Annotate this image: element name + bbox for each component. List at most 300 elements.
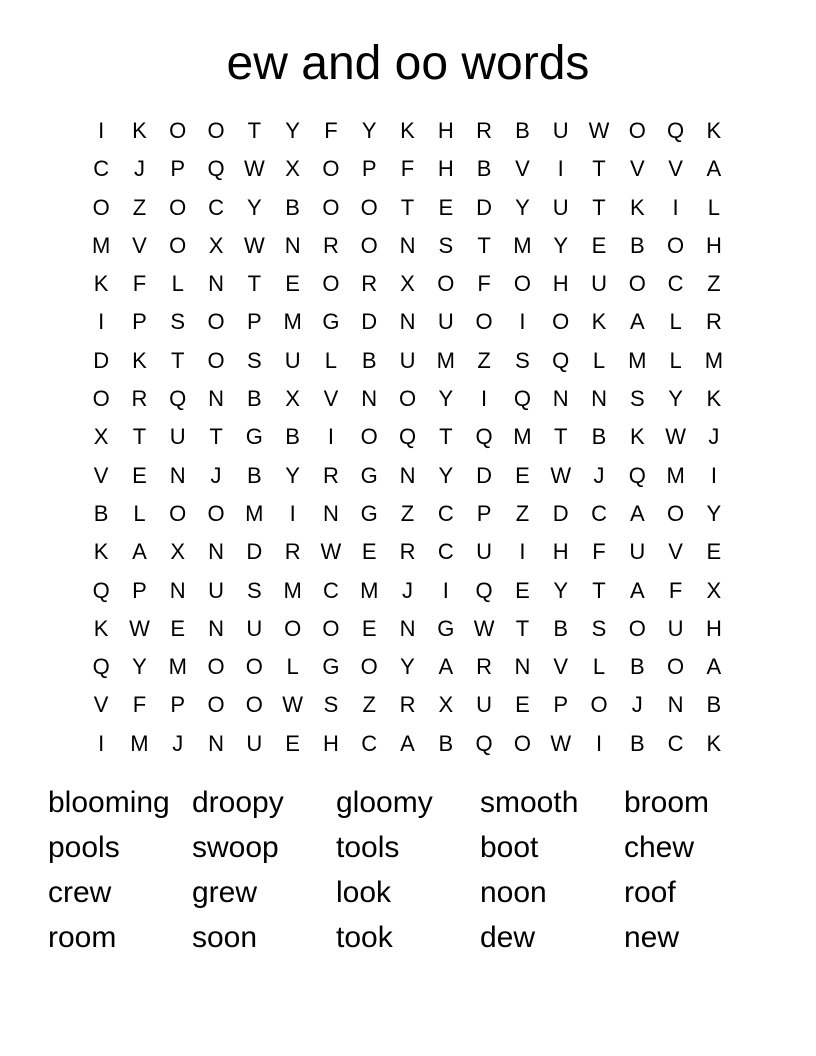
grid-letter: L bbox=[592, 347, 606, 373]
grid-letter: L bbox=[592, 654, 606, 680]
grid-letter: Y bbox=[132, 654, 147, 680]
grid-letter: O bbox=[437, 271, 455, 297]
grid-letter: K bbox=[629, 194, 645, 220]
word-list-item: room bbox=[48, 921, 117, 954]
grid-letter: M bbox=[91, 232, 111, 258]
grid-letter: K bbox=[132, 118, 147, 143]
grid-letter: G bbox=[360, 500, 378, 526]
grid-letter: O bbox=[245, 692, 263, 718]
grid-letter: Q bbox=[475, 730, 493, 756]
grid-letter: U bbox=[399, 347, 416, 373]
grid-row bbox=[82, 686, 733, 724]
grid-letter: S bbox=[591, 615, 607, 641]
grid-letter: H bbox=[705, 232, 722, 258]
grid-letter: Q bbox=[475, 577, 493, 603]
grid-letter: O bbox=[169, 118, 187, 143]
grid-letter: O bbox=[207, 500, 225, 526]
word-list-row bbox=[48, 780, 768, 825]
grid-letter: A bbox=[706, 654, 722, 680]
grid-letter: R bbox=[322, 462, 339, 488]
grid-letter: O bbox=[513, 271, 531, 297]
grid-letter: K bbox=[706, 386, 722, 412]
grid-letter: C bbox=[591, 500, 607, 526]
word-list-item: chew bbox=[624, 831, 695, 864]
grid-letter: G bbox=[437, 615, 455, 641]
grid-letter: E bbox=[361, 539, 377, 565]
grid-letter: N bbox=[322, 500, 339, 526]
grid-letter: M bbox=[283, 577, 302, 603]
grid-letter: X bbox=[208, 232, 224, 258]
grid-letter: O bbox=[284, 615, 302, 641]
grid-letter: T bbox=[209, 424, 223, 450]
grid-letter: C bbox=[667, 271, 684, 297]
grid-letter: P bbox=[170, 692, 186, 718]
grid-letter: N bbox=[591, 386, 607, 412]
grid-letter: W bbox=[243, 232, 265, 258]
grid-letter: U bbox=[208, 577, 224, 603]
grid-letter: I bbox=[557, 156, 564, 182]
grid-letter: A bbox=[629, 577, 645, 603]
grid-letter: F bbox=[400, 156, 415, 182]
grid-letter: T bbox=[477, 232, 491, 258]
grid-letter: Q bbox=[475, 424, 493, 450]
grid-letter: U bbox=[552, 118, 569, 143]
grid-letter: K bbox=[400, 118, 415, 143]
grid-letter: P bbox=[246, 309, 262, 335]
grid-letter: L bbox=[133, 500, 146, 526]
grid-letter: R bbox=[284, 539, 301, 565]
grid-letter: Y bbox=[285, 462, 300, 488]
grid-letter: W bbox=[129, 615, 150, 641]
grid-letter: T bbox=[592, 194, 606, 220]
word-list-item: boot bbox=[480, 831, 539, 864]
grid-letter: B bbox=[438, 730, 454, 756]
grid-letter: H bbox=[437, 156, 454, 182]
grid-letter: C bbox=[93, 156, 110, 182]
grid-letter: H bbox=[437, 118, 454, 143]
page-title: ew and oo words bbox=[226, 37, 590, 90]
grid-letter: M bbox=[436, 347, 455, 373]
grid-letter: N bbox=[208, 615, 224, 641]
grid-letter: T bbox=[132, 424, 147, 450]
grid-letter: M bbox=[245, 500, 264, 526]
grid-letter: Y bbox=[553, 232, 569, 258]
word-list-item: smooth bbox=[480, 786, 579, 819]
grid-row bbox=[82, 189, 733, 227]
grid-letter: T bbox=[439, 424, 453, 450]
grid-letter: Q bbox=[552, 347, 570, 373]
grid-letter: T bbox=[553, 424, 568, 450]
grid-letter: L bbox=[669, 347, 682, 373]
grid-letter: X bbox=[285, 386, 300, 412]
grid-letter: A bbox=[132, 539, 147, 565]
grid-letter: H bbox=[552, 271, 569, 297]
grid-letter: O bbox=[322, 194, 340, 220]
grid-letter: U bbox=[552, 194, 569, 220]
grid-letter: F bbox=[324, 118, 338, 143]
grid-letter: Q bbox=[169, 386, 187, 412]
grid-letter: M bbox=[513, 424, 532, 450]
grid-letter: N bbox=[552, 386, 569, 412]
grid-letter: E bbox=[591, 232, 607, 258]
grid-letter: V bbox=[668, 156, 683, 182]
word-list-item: took bbox=[336, 921, 393, 954]
grid-letter: I bbox=[327, 424, 334, 450]
grid-letter: N bbox=[208, 271, 224, 297]
grid-letter: I bbox=[98, 309, 105, 335]
grid-letter: O bbox=[207, 347, 225, 373]
grid-letter: E bbox=[361, 615, 377, 641]
grid-letter: Y bbox=[246, 194, 262, 220]
grid-letter: N bbox=[399, 309, 416, 335]
grid-letter: D bbox=[246, 539, 263, 565]
grid-letter: N bbox=[399, 615, 416, 641]
grid-letter: R bbox=[476, 118, 493, 143]
grid-letter: M bbox=[130, 730, 149, 756]
grid-row bbox=[82, 418, 733, 456]
grid-letter: M bbox=[513, 232, 532, 258]
grid-letter: I bbox=[672, 194, 679, 220]
grid-letter: U bbox=[437, 309, 454, 335]
grid-letter: V bbox=[323, 386, 339, 412]
grid-letter: T bbox=[592, 577, 606, 603]
grid-letter: M bbox=[704, 347, 724, 373]
grid-row bbox=[82, 457, 733, 495]
grid-letter: L bbox=[669, 309, 682, 335]
grid-letter: Q bbox=[513, 386, 531, 412]
grid-letter: O bbox=[513, 730, 531, 756]
grid-letter: O bbox=[92, 194, 110, 220]
grid-letter: O bbox=[475, 309, 493, 335]
grid-letter: T bbox=[592, 156, 606, 182]
grid-letter: O bbox=[628, 271, 646, 297]
grid-letter: O bbox=[245, 654, 263, 680]
word-list-item: pools bbox=[48, 831, 120, 864]
grid-letter: W bbox=[588, 118, 610, 143]
grid-letter: T bbox=[247, 271, 262, 297]
grid-letter: V bbox=[553, 654, 569, 680]
grid-letter: E bbox=[285, 730, 300, 756]
grid-letter: X bbox=[438, 692, 454, 718]
grid-letter: W bbox=[282, 692, 304, 718]
grid-letter: D bbox=[93, 347, 110, 373]
grid-letter: S bbox=[246, 577, 262, 603]
word-list-row bbox=[48, 915, 768, 960]
grid-letter: O bbox=[628, 118, 646, 143]
grid-letter: J bbox=[593, 462, 605, 488]
grid-row bbox=[82, 495, 733, 533]
grid-letter: E bbox=[515, 577, 530, 603]
grid-letter: C bbox=[437, 539, 454, 565]
grid-letter: X bbox=[400, 271, 415, 297]
grid-letter: W bbox=[243, 156, 265, 182]
grid-letter: H bbox=[705, 615, 722, 641]
grid-letter: I bbox=[595, 730, 603, 756]
grid-letter: M bbox=[283, 309, 302, 335]
grid-letter: Y bbox=[400, 654, 415, 680]
grid-letter: C bbox=[667, 730, 684, 756]
grid-letter: D bbox=[361, 309, 378, 335]
grid-letter: O bbox=[628, 615, 646, 641]
grid-letter: O bbox=[92, 386, 110, 412]
word-list-item: droopy bbox=[192, 786, 284, 819]
grid-letter: L bbox=[324, 347, 338, 373]
grid-letter: B bbox=[706, 692, 722, 718]
grid-letter: N bbox=[169, 577, 186, 603]
grid-letter: N bbox=[169, 462, 186, 488]
grid-letter: I bbox=[519, 539, 526, 565]
grid-letter: J bbox=[210, 462, 222, 488]
grid-letter: I bbox=[98, 118, 105, 143]
grid-letter: A bbox=[438, 654, 454, 680]
word-list-row bbox=[48, 870, 768, 915]
grid-letter: V bbox=[668, 539, 683, 565]
grid-letter: N bbox=[361, 386, 378, 412]
grid-letter: Q bbox=[398, 424, 417, 450]
grid-letter: K bbox=[93, 615, 109, 641]
word-list bbox=[48, 780, 768, 960]
grid-letter: N bbox=[208, 539, 224, 565]
word-list-item: blooming bbox=[48, 786, 170, 819]
grid-letter: O bbox=[207, 654, 225, 680]
grid-letter: X bbox=[285, 156, 300, 182]
grid-letter: R bbox=[322, 232, 339, 258]
grid-letter: Z bbox=[707, 271, 721, 297]
grid-row bbox=[82, 533, 733, 571]
word-list-item: broom bbox=[624, 786, 710, 819]
grid-letter: S bbox=[438, 232, 454, 258]
grid-letter: G bbox=[245, 424, 263, 450]
grid-letter: O bbox=[360, 424, 378, 450]
grid-letter: U bbox=[169, 424, 186, 450]
grid-letter: O bbox=[322, 156, 340, 182]
grid-letter: S bbox=[515, 347, 530, 373]
grid-letter: F bbox=[668, 577, 683, 603]
word-list-item: crew bbox=[48, 876, 112, 909]
grid-letter: R bbox=[399, 692, 416, 718]
grid-letter: B bbox=[629, 654, 645, 680]
grid-row bbox=[82, 265, 733, 303]
grid-letter: D bbox=[552, 500, 569, 526]
grid-letter: O bbox=[667, 654, 685, 680]
grid-letter: B bbox=[629, 730, 645, 756]
grid-letter: C bbox=[361, 730, 378, 756]
grid-letter: Y bbox=[706, 500, 722, 526]
grid-letter: Y bbox=[668, 386, 683, 412]
grid-letter: A bbox=[706, 156, 722, 182]
grid-letter: J bbox=[172, 730, 184, 756]
grid-letter: O bbox=[552, 309, 570, 335]
grid-letter: B bbox=[553, 615, 569, 641]
grid-letter: U bbox=[246, 730, 263, 756]
grid-letter: V bbox=[93, 692, 109, 718]
grid-letter: A bbox=[400, 730, 415, 756]
grid-letter: N bbox=[514, 654, 531, 680]
word-list-item: dew bbox=[480, 921, 536, 954]
grid-letter: I bbox=[481, 386, 488, 412]
grid-letter: P bbox=[553, 692, 569, 718]
word-list-item: soon bbox=[192, 921, 258, 954]
grid-letter: U bbox=[667, 615, 684, 641]
grid-letter: V bbox=[629, 156, 645, 182]
grid-letter: E bbox=[285, 271, 300, 297]
grid-letter: U bbox=[476, 539, 493, 565]
grid-letter: F bbox=[477, 271, 491, 297]
grid-letter: G bbox=[322, 654, 340, 680]
grid-letter: V bbox=[93, 462, 109, 488]
grid-letter: F bbox=[132, 692, 147, 718]
grid-letter: T bbox=[247, 118, 262, 143]
grid-letter: Q bbox=[92, 577, 110, 603]
grid-letter: O bbox=[667, 232, 685, 258]
grid-letter: K bbox=[591, 309, 607, 335]
grid-row bbox=[82, 112, 733, 150]
grid-letter: O bbox=[667, 500, 685, 526]
grid-letter: B bbox=[476, 156, 492, 182]
grid-letter: O bbox=[360, 232, 378, 258]
grid-letter: Y bbox=[438, 386, 454, 412]
grid-letter: X bbox=[93, 424, 109, 450]
grid-letter: N bbox=[208, 730, 224, 756]
grid-letter: Z bbox=[362, 692, 376, 718]
grid-letter: B bbox=[515, 118, 530, 143]
grid-letter: O bbox=[169, 500, 187, 526]
grid-letter: R bbox=[361, 271, 378, 297]
grid-letter: J bbox=[631, 692, 643, 718]
grid-letter: R bbox=[705, 309, 722, 335]
grid-letter: B bbox=[246, 462, 262, 488]
grid-letter: T bbox=[400, 194, 415, 220]
grid-letter: V bbox=[132, 232, 147, 258]
grid-letter: B bbox=[285, 424, 300, 450]
grid-letter: T bbox=[171, 347, 185, 373]
grid-letter: K bbox=[629, 424, 645, 450]
word-list-item: grew bbox=[192, 876, 258, 909]
grid-letter: Q bbox=[628, 462, 646, 488]
grid-letter: N bbox=[284, 232, 301, 258]
grid-letter: K bbox=[93, 539, 109, 565]
word-list-item: gloomy bbox=[336, 786, 433, 819]
grid-letter: Z bbox=[515, 500, 530, 526]
grid-letter: E bbox=[515, 692, 530, 718]
grid-letter: A bbox=[629, 309, 645, 335]
grid-letter: J bbox=[708, 424, 720, 450]
word-list-item: roof bbox=[624, 876, 676, 909]
grid-letter: C bbox=[437, 500, 454, 526]
grid-letter: O bbox=[169, 232, 187, 258]
grid-letter: S bbox=[170, 309, 186, 335]
grid-letter: B bbox=[246, 386, 262, 412]
grid-letter: I bbox=[710, 462, 717, 488]
grid-letter: L bbox=[171, 271, 184, 297]
grid-letter: U bbox=[284, 347, 301, 373]
grid-letter: B bbox=[93, 500, 109, 526]
grid-letter: F bbox=[592, 539, 606, 565]
grid-letter: U bbox=[629, 539, 646, 565]
grid-letter: A bbox=[629, 500, 645, 526]
grid-letter: J bbox=[402, 577, 414, 603]
grid-letter: H bbox=[552, 539, 569, 565]
grid-row bbox=[82, 342, 733, 380]
grid-letter: O bbox=[207, 309, 225, 335]
grid-letter: I bbox=[442, 577, 449, 603]
grid-letter: O bbox=[360, 654, 378, 680]
word-list-item: tools bbox=[336, 831, 400, 864]
grid-letter: L bbox=[286, 654, 299, 680]
grid-letter: I bbox=[289, 500, 296, 526]
grid-letter: O bbox=[360, 194, 378, 220]
grid-letter: Q bbox=[667, 118, 685, 143]
grid-letter: E bbox=[438, 194, 454, 220]
grid-letter: K bbox=[93, 271, 109, 297]
grid-letter: G bbox=[322, 309, 340, 335]
grid-letter: M bbox=[168, 654, 187, 680]
grid-letter: O bbox=[322, 271, 340, 297]
grid-letter: G bbox=[360, 462, 378, 488]
grid-letter: F bbox=[132, 271, 147, 297]
grid-letter: J bbox=[133, 156, 145, 182]
grid-letter: K bbox=[706, 730, 722, 756]
grid-letter: U bbox=[591, 271, 607, 297]
grid-letter: P bbox=[476, 500, 492, 526]
grid-letter: Y bbox=[438, 462, 454, 488]
grid-letter: W bbox=[550, 730, 572, 756]
grid-letter: S bbox=[246, 347, 262, 373]
grid-letter: P bbox=[361, 156, 377, 182]
grid-letter: O bbox=[590, 692, 608, 718]
grid-letter: O bbox=[398, 386, 417, 412]
grid-letter: X bbox=[170, 539, 186, 565]
grid-letter: Q bbox=[207, 156, 225, 182]
grid-letter: B bbox=[361, 347, 377, 373]
grid-letter: W bbox=[550, 462, 572, 488]
word-list-row bbox=[48, 825, 768, 870]
grid-letter: K bbox=[132, 347, 147, 373]
grid-letter: O bbox=[169, 194, 187, 220]
grid-letter: L bbox=[707, 194, 721, 220]
grid-letter: V bbox=[515, 156, 530, 182]
grid-letter: Q bbox=[92, 654, 110, 680]
grid-letter: S bbox=[323, 692, 339, 718]
letter-grid bbox=[82, 112, 733, 763]
grid-letter: E bbox=[132, 462, 147, 488]
grid-letter: B bbox=[285, 194, 300, 220]
grid-letter: O bbox=[322, 615, 340, 641]
grid-row bbox=[82, 150, 733, 188]
grid-letter: D bbox=[476, 462, 493, 488]
word-list-item: swoop bbox=[192, 831, 279, 864]
grid-letter: Z bbox=[132, 194, 147, 220]
grid-row bbox=[82, 648, 733, 686]
word-list-item: new bbox=[624, 921, 680, 954]
grid-letter: Y bbox=[361, 118, 377, 143]
grid-letter: E bbox=[170, 615, 186, 641]
word-list-item: look bbox=[336, 876, 392, 909]
grid-row bbox=[82, 610, 733, 648]
grid-letter: C bbox=[208, 194, 224, 220]
grid-letter: N bbox=[399, 232, 416, 258]
grid-letter: P bbox=[132, 309, 147, 335]
grid-letter: W bbox=[320, 539, 342, 565]
grid-letter: Y bbox=[553, 577, 569, 603]
grid-letter: W bbox=[665, 424, 686, 450]
grid-letter: I bbox=[98, 730, 105, 756]
grid-letter: D bbox=[476, 194, 493, 220]
word-list-item: noon bbox=[480, 876, 547, 909]
grid-row bbox=[82, 572, 733, 610]
grid-letter: I bbox=[519, 309, 526, 335]
grid-letter: U bbox=[246, 615, 263, 641]
